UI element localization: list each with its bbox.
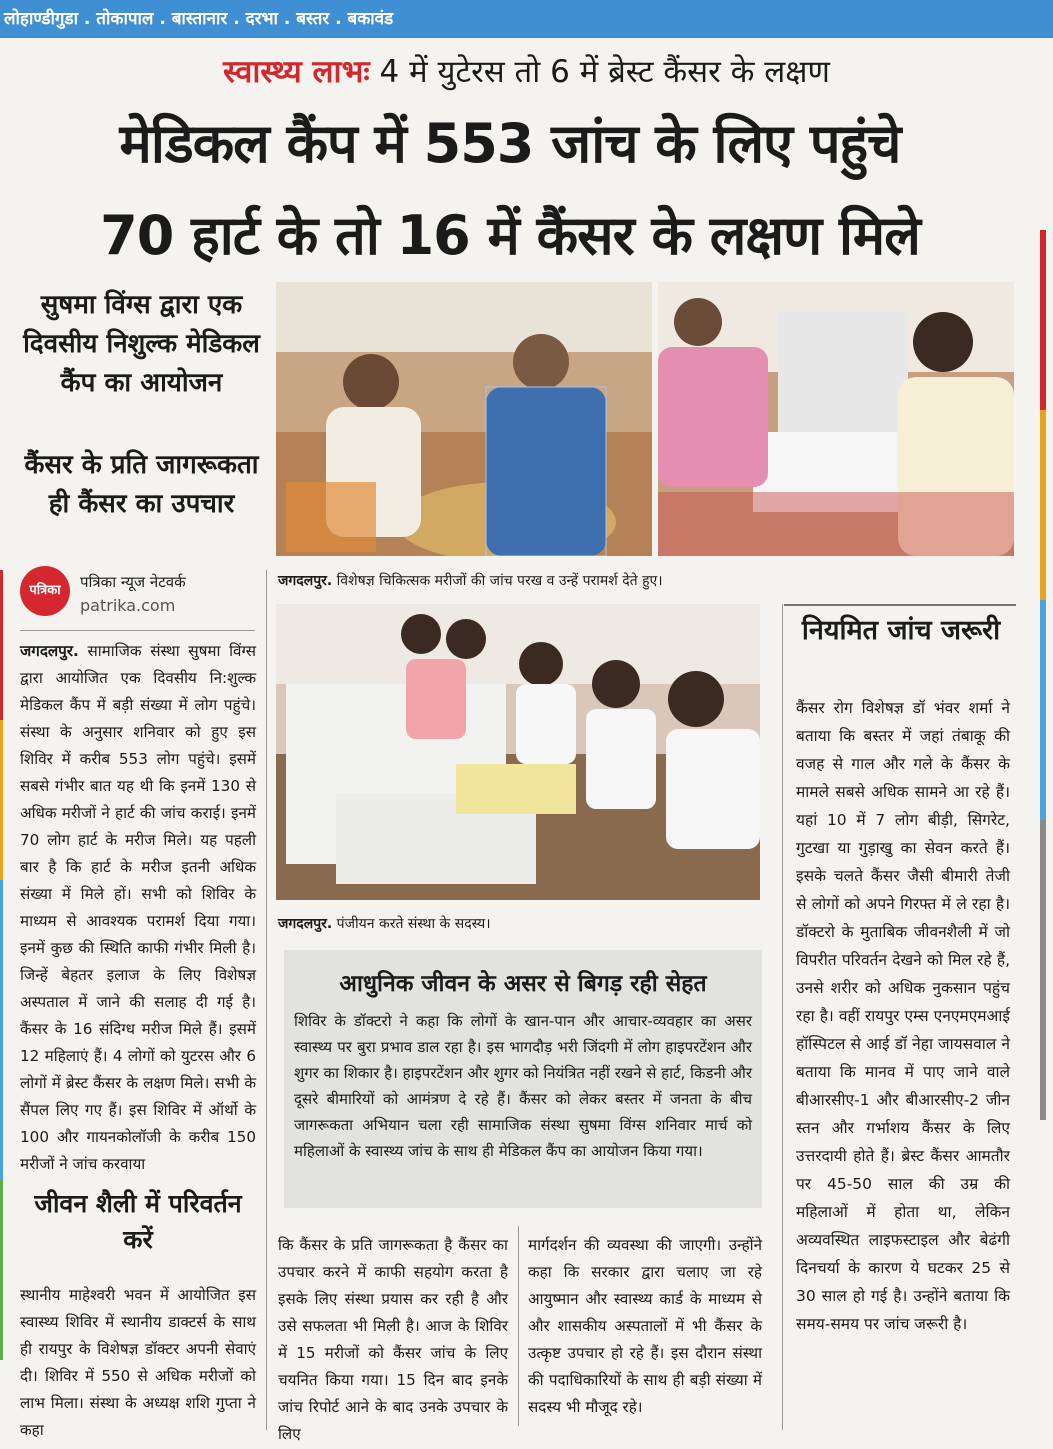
kicker-text: 4 में युटेरस तो 6 में ब्रेस्ट कैंसर के लक्षण xyxy=(379,54,830,90)
caption-mid-place: जगदलपुर. xyxy=(278,916,333,932)
edge-bar-red xyxy=(1040,230,1046,410)
headline-line-2: 70 हार्ट के तो 16 में कैंसर के लक्षण मिले xyxy=(100,204,920,267)
edge-tick-blue xyxy=(0,880,3,1180)
main-story xyxy=(20,638,256,1178)
kicker-label: स्वास्थ्य लाभः xyxy=(223,54,370,90)
photo-registration xyxy=(276,604,760,900)
location-strip: लोहाण्डीगुडा . तोकापाल . बास्तानार . दरभा . बस्तर . बकावंड xyxy=(0,0,1053,38)
side-story-text: कैंसर रोग विशेषज्ञ डॉ भंवर शर्मा ने बताया कि बस्तर में जहां तंबाकू की वजह से गाल और गले के कैंसर के मामले सबसे अधिक सामने आ रहे हैं। यहां 10 में 7 लोग बीड़ी, सिगरेट, गुटखा या गुड़ाखु का सेवन करते हैं। इसके चलते कैंसर जैसी बीमारी तेजी से लोगों को अपने गिरफ्त में ले रहा है। डॉक्टरो के मुताबिक जीवनशैली में जो विपरीत परिवर्तन देखने को मिल रहे हैं, उनसे शरीर को अधिक नुकसान पहुंच रहा है। वहीं रायपुर एम्स एनएमएमआई हॉस्पिटल से आई डॉ नेहा जायसवाल ने बताया कि मानव में पाए जाने वाले बीआरसीए-1 और बीआरसीए-2 जीन स्तन और गर्भाशय कैंसर के लिए उत्तरदायी होते हैं। ब्रेस्ट कैंसर आमतौर पर 45-50 साल की उम्र की महिलाओं में होता था, लेकिन अव्यवस्थित लाइफस्टाइल और बेढंगी दिनचर्या के कारण ये घटकर 25 से 30 साल हो गई है। उन्होंने बताया कि समय-समय पर जांच जरूरी है। xyxy=(796,699,1010,1333)
box-story-text: शिविर के डॉक्टरो ने कहा कि लोगों के खान-पान और आचार-व्यवहार का असर स्वास्थ्य पर बुरा प्रभाव डाल रहा है। इस भागदौड़ भरी जिंदगी में लोग हाइपरटेंशन और शुगर का शिकार है। हाइपरटेंशन और शुगर को नियंत्रित नहीं रखने से हार्ट, किडनी और दूसरे बीमारियों को आमंत्रण दे रहे हैं। कैंसर को लेकर बस्तर में जनता के बीच जागरूकता अभियान चला रही सामाजिक संस्था सुषमा विंग्स शनिवार मार्च को महिलाओं के स्वास्थ्य जांच के साथ ही मेडिकल कैंप का आयोजन किया गया। xyxy=(294,1012,752,1160)
edge-bar-grey xyxy=(1040,820,1046,1120)
caption-mid-text: पंजीयन करते संस्था के सदस्य। xyxy=(336,916,491,932)
patrika-logo: पत्रिका xyxy=(20,566,70,616)
edge-bar-blue xyxy=(1040,600,1046,820)
edge-bar-orange xyxy=(1040,410,1046,600)
byline-site: patrika.com xyxy=(80,596,176,615)
caption-top xyxy=(278,571,663,590)
photo-doctor-exam xyxy=(276,282,652,556)
main-story-text: सामाजिक संस्था सुषमा विंग्स द्वारा आयोजित एक दिवसीय नि:शुल्क मेडिकल कैंप में बड़ी संख्या में लोग पहुंचे। संस्था के अनुसार शनिवार को हुए इस शिविर में करीब 553 लोग पहुंचे। इसमें सबसे गंभीर बात यह थी कि इनमें 130 से अधिक मरीजों ने हार्ट की जांच कराई। इनमें 70 लोग हार्ट के मरीज मिले। यह पहली बार है कि हार्ट के मरीज इतनी अधिक संख्या में मिले हों। सभी को शिविर के माध्यम से आवश्यक परामर्श दिया गया। इनमें कुछ की स्थिति काफी गंभीर मिली है। जिन्हें बेहतर इलाज के लिए विशेषज्ञ अस्पताल में जाने की सलाह दी गई है। कैंसर के 16 संदिग्ध मरीज मिले हैं। इसमें 12 महिलाएं हैं। 4 लोगों को युटरस और 6 लोगों में ब्रेस्ट कैंसर के लक्षण मिले। सभी के सैंपल लिए गए हैं। इस शिविर में ऑर्थो के 100 और गायनकोलॉजी के करीब 150 मरीजों ने जांच करवाया xyxy=(20,642,256,1173)
main-story-place: जगदलपुर. xyxy=(20,642,79,660)
caption-mid xyxy=(278,914,491,933)
edge-tick-green xyxy=(0,1180,3,1360)
column-rule-2 xyxy=(518,1226,519,1426)
side-story-top-rule xyxy=(784,604,1016,606)
byline xyxy=(20,566,260,626)
caption-top-text: विशेषज्ञ चिकित्सक मरीजों की जांच परख व उन्हें परामर्श देते हुए। xyxy=(336,573,663,589)
kicker xyxy=(0,50,1053,92)
deck-1: सुषमा विंग्स द्वारा एक दिवसीय निशुल्क मेडिकल कैंप का आयोजन xyxy=(23,290,260,398)
edge-tick-red xyxy=(0,570,3,720)
photo-eye-check xyxy=(658,282,1014,556)
box-story-title: आधुनिक जीवन के असर से बिगड़ रही सेहत xyxy=(339,971,707,997)
side-story-title: नियमित जांच जरूरी xyxy=(801,615,1001,646)
main-subhead: जीवन शैली में परिवर्तन करें xyxy=(34,1189,242,1254)
headline-line-1: मेडिकल कैंप में 553 जांच के लिए पहुंचे xyxy=(119,112,901,175)
column-rule-1 xyxy=(266,570,267,1430)
caption-top-place: जगदलपुर. xyxy=(278,573,333,589)
main-story-cont: स्थानीय माहेश्वरी भवन में आयोजित इस स्वास्थ्य शिविर में स्थानीय डाक्टर्स के साथ ही रायपुर के विशेषज्ञ डॉक्टर अपनी सेवाएं दी। शिविर में 550 से अधिक मरीजों को लाभ मिला। संस्था के अध्यक्ष शशि गुप्ता ने कहा xyxy=(20,1286,256,1439)
main-story-col3: मार्गदर्शन की व्यवस्था की जाएगी। उन्होंने कहा कि सरकार द्वारा चलाए जा रहे आयुष्मान और स्वास्थ्य कार्ड के माध्यम से और शासकीय अस्पतालों में भी कैंसर के उत्कृष्ट उपचार हो रहे हैं। इस दौरान संस्था की पदाधिकारियों के साथ ही बड़ी संख्या में सदस्य भी मौजूद रहे। xyxy=(528,1236,762,1416)
box-story xyxy=(284,950,762,1208)
edge-tick-orange xyxy=(0,720,3,880)
main-story-col2: कि कैंसर के प्रति जागरूकता है कैंसर का उपचार करने में काफी सहयोग करता है इसके लिए संस्था प्रयास कर रही है और उसे सफलता भी मिली है। आज के शिविर में 15 मरीजों को कैंसर जांच के लिए चयनित किया गया। 15 दिन बाद इनके जांच रिपोर्ट आने के बाद उनके उपचार के लिए xyxy=(278,1236,508,1443)
byline-network: पत्रिका न्यूज नेटवर्क xyxy=(80,573,186,591)
byline-rule xyxy=(20,630,255,631)
column-rule-3 xyxy=(782,604,783,1430)
deck-2: कैंसर के प्रति जागरूकता ही कैंसर का उपचार xyxy=(24,450,259,519)
